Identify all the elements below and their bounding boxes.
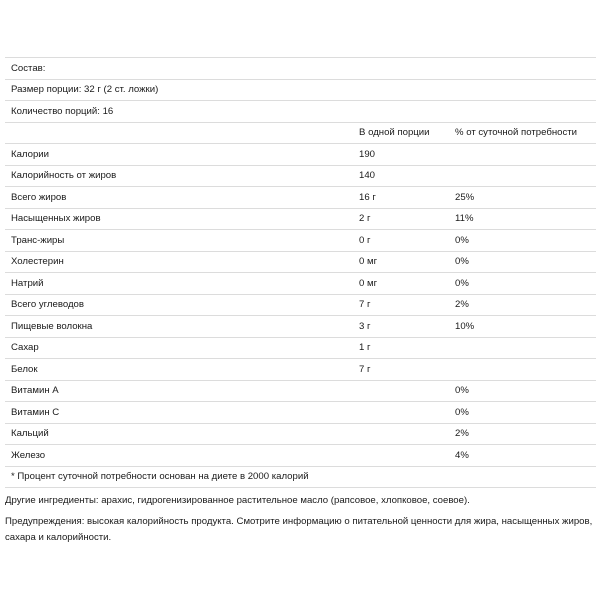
nutrient-amount: 1 г bbox=[353, 337, 449, 359]
nutrient-name: Калории bbox=[5, 144, 353, 166]
nutrient-amount: 3 г bbox=[353, 316, 449, 338]
nutrient-amount: 190 bbox=[353, 144, 449, 166]
nutrient-name: Калорийность от жиров bbox=[5, 165, 353, 187]
nutrient-daily-value: 0% bbox=[449, 380, 596, 402]
nutrient-amount: 140 bbox=[353, 165, 449, 187]
nutrient-name: Железо bbox=[5, 445, 353, 467]
nutrient-name: Белок bbox=[5, 359, 353, 381]
table-row bbox=[5, 337, 596, 359]
servings-count-row bbox=[5, 101, 596, 123]
nutrient-amount: 16 г bbox=[353, 187, 449, 209]
composition-row bbox=[5, 58, 596, 80]
nutrient-daily-value: 2% bbox=[449, 294, 596, 316]
nutrient-name: Насыщенных жиров bbox=[5, 208, 353, 230]
table-row bbox=[5, 165, 596, 187]
nutrient-amount: 2 г bbox=[353, 208, 449, 230]
nutrient-daily-value: 0% bbox=[449, 251, 596, 273]
column-header-name bbox=[5, 122, 353, 144]
table-row bbox=[5, 445, 596, 467]
nutrient-amount: 0 мг bbox=[353, 273, 449, 295]
serving-size-row bbox=[5, 79, 596, 101]
nutrient-amount bbox=[353, 423, 449, 445]
composition-label: Состав: bbox=[5, 58, 596, 80]
table-row bbox=[5, 380, 596, 402]
nutrient-name: Пищевые волокна bbox=[5, 316, 353, 338]
footnote-row bbox=[5, 466, 596, 488]
nutrient-daily-value: 0% bbox=[449, 230, 596, 252]
nutrient-daily-value: 25% bbox=[449, 187, 596, 209]
nutrient-daily-value bbox=[449, 337, 596, 359]
nutrient-daily-value: 0% bbox=[449, 402, 596, 424]
nutrient-daily-value bbox=[449, 165, 596, 187]
nutrient-name: Витамин C bbox=[5, 402, 353, 424]
nutrient-amount: 7 г bbox=[353, 359, 449, 381]
table-row bbox=[5, 359, 596, 381]
nutrient-name: Натрий bbox=[5, 273, 353, 295]
nutrition-facts-table bbox=[5, 57, 596, 488]
table-row bbox=[5, 187, 596, 209]
nutrient-daily-value: 11% bbox=[449, 208, 596, 230]
table-row bbox=[5, 423, 596, 445]
nutrient-name: Сахар bbox=[5, 337, 353, 359]
servings-count-text: Количество порций: 16 bbox=[5, 101, 596, 123]
table-row bbox=[5, 251, 596, 273]
nutrient-name: Всего углеводов bbox=[5, 294, 353, 316]
nutrient-daily-value: 2% bbox=[449, 423, 596, 445]
nutrient-amount bbox=[353, 445, 449, 467]
nutrient-daily-value bbox=[449, 359, 596, 381]
other-ingredients-text: Другие ингредиенты: арахис, гидрогенизированное растительное масло (рапсовое, хлопковое, соевое). bbox=[5, 495, 470, 506]
nutrient-name: Кальций bbox=[5, 423, 353, 445]
nutrient-daily-value bbox=[449, 144, 596, 166]
nutrient-name: Транс-жиры bbox=[5, 230, 353, 252]
column-header-row bbox=[5, 122, 596, 144]
column-header-per-serving: В одной порции bbox=[353, 122, 449, 144]
nutrient-name: Всего жиров bbox=[5, 187, 353, 209]
nutrient-amount: 7 г bbox=[353, 294, 449, 316]
table-row bbox=[5, 316, 596, 338]
table-row bbox=[5, 273, 596, 295]
nutrient-name: Витамин A bbox=[5, 380, 353, 402]
table-row bbox=[5, 402, 596, 424]
nutrient-amount: 0 мг bbox=[353, 251, 449, 273]
nutrient-daily-value: 4% bbox=[449, 445, 596, 467]
table-row bbox=[5, 230, 596, 252]
nutrient-amount: 0 г bbox=[353, 230, 449, 252]
table-row bbox=[5, 208, 596, 230]
serving-size-text: Размер порции: 32 г (2 ст. ложки) bbox=[5, 79, 596, 101]
table-row bbox=[5, 144, 596, 166]
daily-value-footnote: * Процент суточной потребности основан на диете в 2000 калорий bbox=[5, 466, 596, 488]
nutrient-amount bbox=[353, 380, 449, 402]
nutrient-amount bbox=[353, 402, 449, 424]
nutrient-daily-value: 0% bbox=[449, 273, 596, 295]
warnings-text: Предупреждения: высокая калорийность продукта. Смотрите информацию о питательной ценности для жира, насыщенных жиров, сахара и калорийности. bbox=[5, 516, 593, 543]
nutrient-name: Холестерин bbox=[5, 251, 353, 273]
nutrient-daily-value: 10% bbox=[449, 316, 596, 338]
table-row bbox=[5, 294, 596, 316]
column-header-daily-value: % от суточной потребности bbox=[449, 122, 596, 144]
